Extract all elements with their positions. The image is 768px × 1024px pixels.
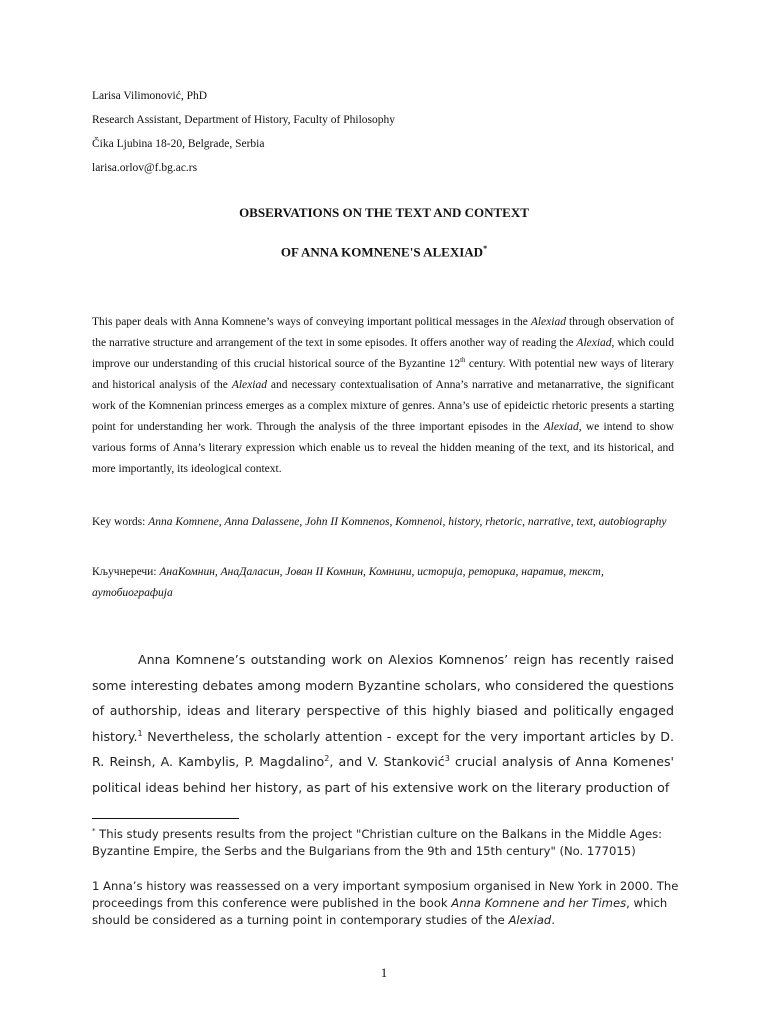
abstract-italic: Alexiad	[231, 379, 267, 391]
footnotes	[92, 823, 682, 929]
paper-title-line-1: OBSERVATIONS ON THE TEXT AND CONTEXT	[239, 205, 529, 220]
footnote-1	[92, 878, 682, 929]
footnote-star	[92, 823, 682, 860]
keywords-list: Anna Komnene, Anna Dalassene, John II Komnenos, Komnenoi, history, rhetoric, narrative, text, autobiography	[148, 516, 667, 528]
footnote-1-text: 1 Anna’s history was reassessed on a very important symposium organised in New York in 2000. The proceedings from this conference were published in the book	[92, 878, 679, 910]
keywords-cyrillic-list: АнаКомнин, АнаДаласин, Јован II Комнин, Комнини, историја, реторика, наратив, текст, аутобиографија	[92, 566, 604, 599]
abstract-text: through observation of the narrative structure and arrangement of the text in some episodes. It offers another way of reading the	[92, 316, 674, 349]
body-text-span: crucial analysis of Anna Komenes' political ideas behind her history, as part of his extensive work on the literary production of	[92, 754, 674, 795]
abstract-italic: Alexiad	[530, 316, 566, 328]
abstract-text: , which could improve our understanding of this crucial historical source of the Byzantine 12	[92, 337, 674, 370]
abstract-superscript: th	[460, 356, 466, 365]
footnote-ref-3[interactable]: 3	[444, 753, 450, 763]
paper-title-line-2	[0, 244, 768, 260]
body-text-span: Anna Komnene’s outstanding work on Alexios Komnenos’ reign has recently raised some interesting debates among modern Byzantine scholars, who considered the questions of authorship, ideas and literary perspective of this highly biased and politically engaged history.	[92, 652, 674, 744]
abstract-italic: Alexiad	[576, 337, 612, 349]
footnote-star-marker: *	[92, 827, 96, 835]
body-text-span: Nevertheless, the scholarly attention - except for the very important articles by D. R. Reinsh, A. Kambylis, P. Magdalino	[92, 728, 674, 769]
footnote-separator	[92, 818, 239, 819]
author-name: Larisa Vilimonović, PhD	[92, 90, 208, 102]
body-paragraph	[92, 647, 674, 800]
author-position: Research Assistant, Department of History, Faculty of Philosophy	[92, 114, 396, 126]
keywords-cyrillic	[92, 562, 674, 604]
author-block	[92, 84, 395, 180]
author-address: Čika Ljubina 18-20, Belgrade, Serbia	[92, 138, 265, 150]
author-email: larisa.orlov@f.bg.ac.rs	[92, 162, 198, 174]
keywords	[92, 512, 674, 533]
footnote-1-italic: Alexiad	[508, 912, 552, 927]
body-text	[92, 647, 674, 800]
footnote-star-text: This study presents results from the project "Christian culture on the Balkans in the Middle Ages: Byzantine Empire, the Serbs and the Bulgarians from the 9th and 15th century" (No. 177015)	[92, 826, 663, 858]
abstract	[92, 312, 674, 480]
abstract-text: century. With potential new ways of literary and historical analysis of the	[92, 358, 674, 391]
footnote-ref-2[interactable]: 2	[324, 753, 330, 763]
page-number: 1	[380, 965, 388, 980]
abstract-text: This paper deals with Anna Komnene’s ways of conveying important political messages in the	[92, 316, 531, 328]
title-footnote-marker[interactable]: *	[483, 244, 488, 253]
footnote-1-text: .	[551, 912, 555, 927]
abstract-italic: Alexiad	[543, 421, 579, 433]
paper-title-text: OF ANNA KOMNENE'S ALEXIAD	[280, 244, 484, 260]
footnote-ref-1[interactable]: 1	[137, 728, 143, 738]
keywords-label: Key words:	[92, 516, 149, 528]
body-text-span: , and V. Stanković	[329, 754, 445, 769]
footnote-1-text: , which should be considered as a turning point in contemporary studies of the	[92, 895, 668, 927]
footnote-1-book-title: Anna Komnene and her Times	[451, 895, 627, 910]
abstract-text: and necessary contextualisation of Anna’s narrative and metanarrative, the significant work of the Komnenian princess emerges as a complex mixture of genres. Anna’s use of epideictic rhetoric presents a starting point for understanding her work. Through the analysis of the three important episodes in the	[92, 379, 674, 433]
abstract-text: , we intend to show various forms of Anna’s literary expression which enable us to reveal the hidden meaning of the text, and its historical, and more importantly, its ideological context.	[92, 421, 674, 475]
keywords-cyrillic-label: Кључнеречи:	[92, 566, 160, 578]
